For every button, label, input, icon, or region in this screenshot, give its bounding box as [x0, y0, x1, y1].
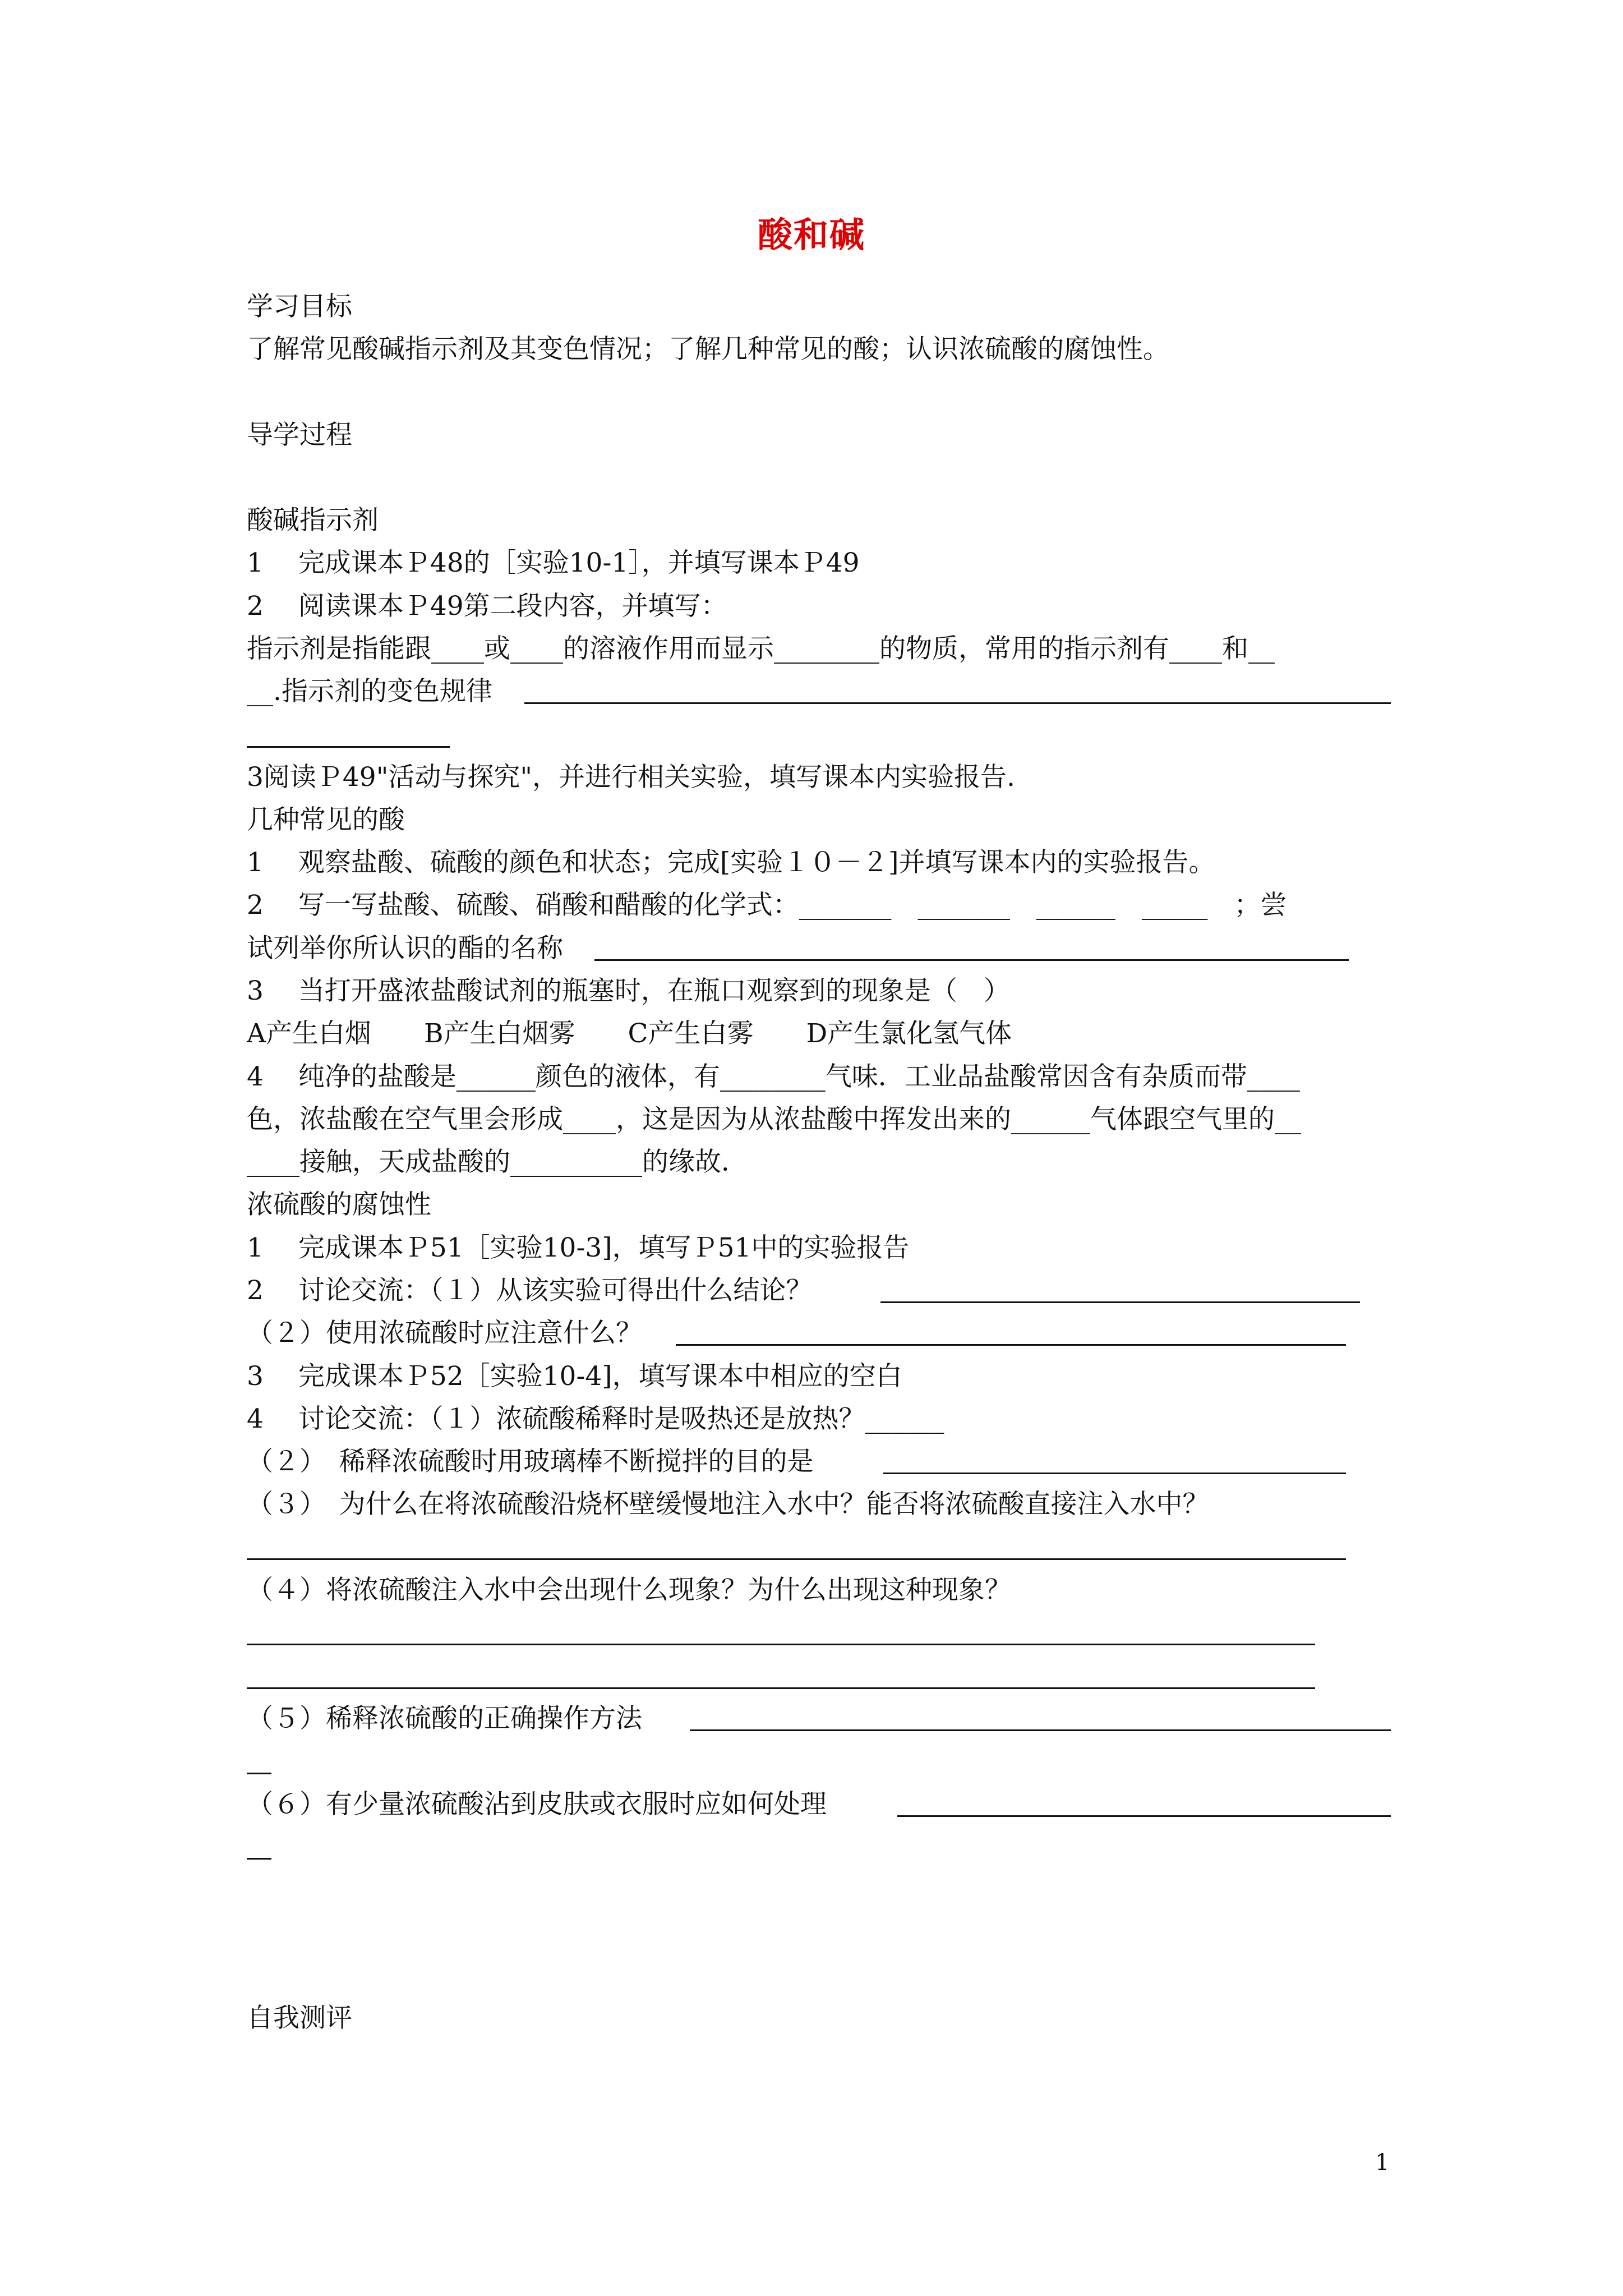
question-line: 3阅读Ｐ49"活动与探究"，并进行相关实验，填写课本内实验报告. — [247, 762, 1015, 793]
objectives-text: 了解常见酸碱指示剂及其变色情况；了解几种常见的酸；认识浓硫酸的腐蚀性。 — [247, 334, 1169, 365]
question-line: （３） 为什么在将浓硫酸沿烧杯壁缓慢地注入水中？能否将浓硫酸直接注入水中？ — [247, 1489, 1209, 1520]
choice-options: A产生白烟 B产生白烟雾 C产生白雾 D产生氯化氢气体 — [247, 1018, 1012, 1049]
question-line: 3 当打开盛浓盐酸试剂的瓶塞时，在瓶口观察到的现象是（ ） — [247, 976, 1010, 1006]
objectives-heading: 学习目标 — [247, 291, 352, 322]
answer-blank — [690, 1729, 1391, 1731]
answer-blank — [247, 1644, 1315, 1645]
question-line: 1 完成课本Ｐ51［实验10-3]，填写Ｐ51中的实验报告 — [247, 1232, 910, 1263]
question-line: 1 观察盐酸、硫酸的颜色和状态；完成[实验１０－２]并填写课本内的实验报告。 — [247, 847, 1215, 878]
answer-blank — [880, 1301, 1360, 1303]
acids-heading: 几种常见的酸 — [247, 804, 405, 835]
question-line: （２）使用浓硫酸时应注意什么？ — [247, 1318, 642, 1349]
sulfuric-heading: 浓硫酸的腐蚀性 — [247, 1189, 431, 1220]
answer-blank — [883, 1473, 1346, 1474]
fill-in-line: 4 纯净的盐酸是______颜色的液体，有________气味．工业品盐酸常因含有杂质而带____ — [247, 1061, 1300, 1092]
question-line: 2 阅读课本Ｐ49第二段内容，并填写： — [247, 591, 727, 622]
answer-blank — [247, 1858, 271, 1860]
answer-blank — [247, 1687, 1315, 1689]
answer-blank — [247, 1773, 271, 1774]
answer-blank — [594, 959, 1349, 961]
fill-in-line: ____接触，天成盐酸的__________的缘故． — [247, 1147, 748, 1177]
fill-in-line: 2 写一写盐酸、硫酸、硝酸和醋酸的化学式：_______ _______ ______ _____ ；尝 — [247, 890, 1287, 921]
fill-in-line: 色，浓盐酸在空气里会形成____，这是因为从浓盐酸中挥发出来的______气体跟空气里的__ — [247, 1104, 1301, 1135]
question-line: （４）将浓硫酸注入水中会出现什么现象？为什么出现这种现象？ — [247, 1575, 1011, 1605]
fill-in-line: 指示剂是指能跟____或____的溶液作用而显示________的物质，常用的指示剂有____和__ — [247, 633, 1275, 664]
answer-blank — [247, 746, 450, 748]
question-line: （６）有少量浓硫酸沾到皮肤或衣服时应如何处理 — [247, 1789, 827, 1820]
question-line: 1 完成课本Ｐ48的［实验10-1］，并填写课本Ｐ49 — [247, 547, 860, 578]
page-number: 1 — [1375, 2150, 1390, 2175]
question-line: 2 讨论交流：（１）从该实验可得出什么结论？ — [247, 1275, 813, 1306]
answer-blank — [676, 1344, 1346, 1346]
fill-in-line: 试列举你所认识的酯的名称 — [247, 933, 563, 964]
page-title: 酸和碱 — [757, 214, 865, 255]
process-heading: 导学过程 — [247, 420, 352, 450]
question-line: 3 完成课本Ｐ52［实验10-4]，填写课本中相应的空白 — [247, 1361, 902, 1392]
answer-blank — [247, 1558, 1346, 1560]
selftest-heading: 自我测评 — [247, 2003, 352, 2033]
indicator-heading: 酸碱指示剂 — [247, 505, 379, 536]
answer-blank — [897, 1815, 1391, 1817]
question-line: （５）稀释浓硫酸的正确操作方法 — [247, 1703, 642, 1734]
fill-in-line: __.指示剂的变色规律 — [247, 676, 492, 707]
question-line: 4 讨论交流：（１）浓硫酸稀释时是吸热还是放热？______ — [247, 1404, 944, 1434]
answer-blank — [524, 702, 1391, 704]
question-line: （２） 稀释浓硫酸时用玻璃棒不断搅拌的目的是 — [247, 1446, 814, 1477]
